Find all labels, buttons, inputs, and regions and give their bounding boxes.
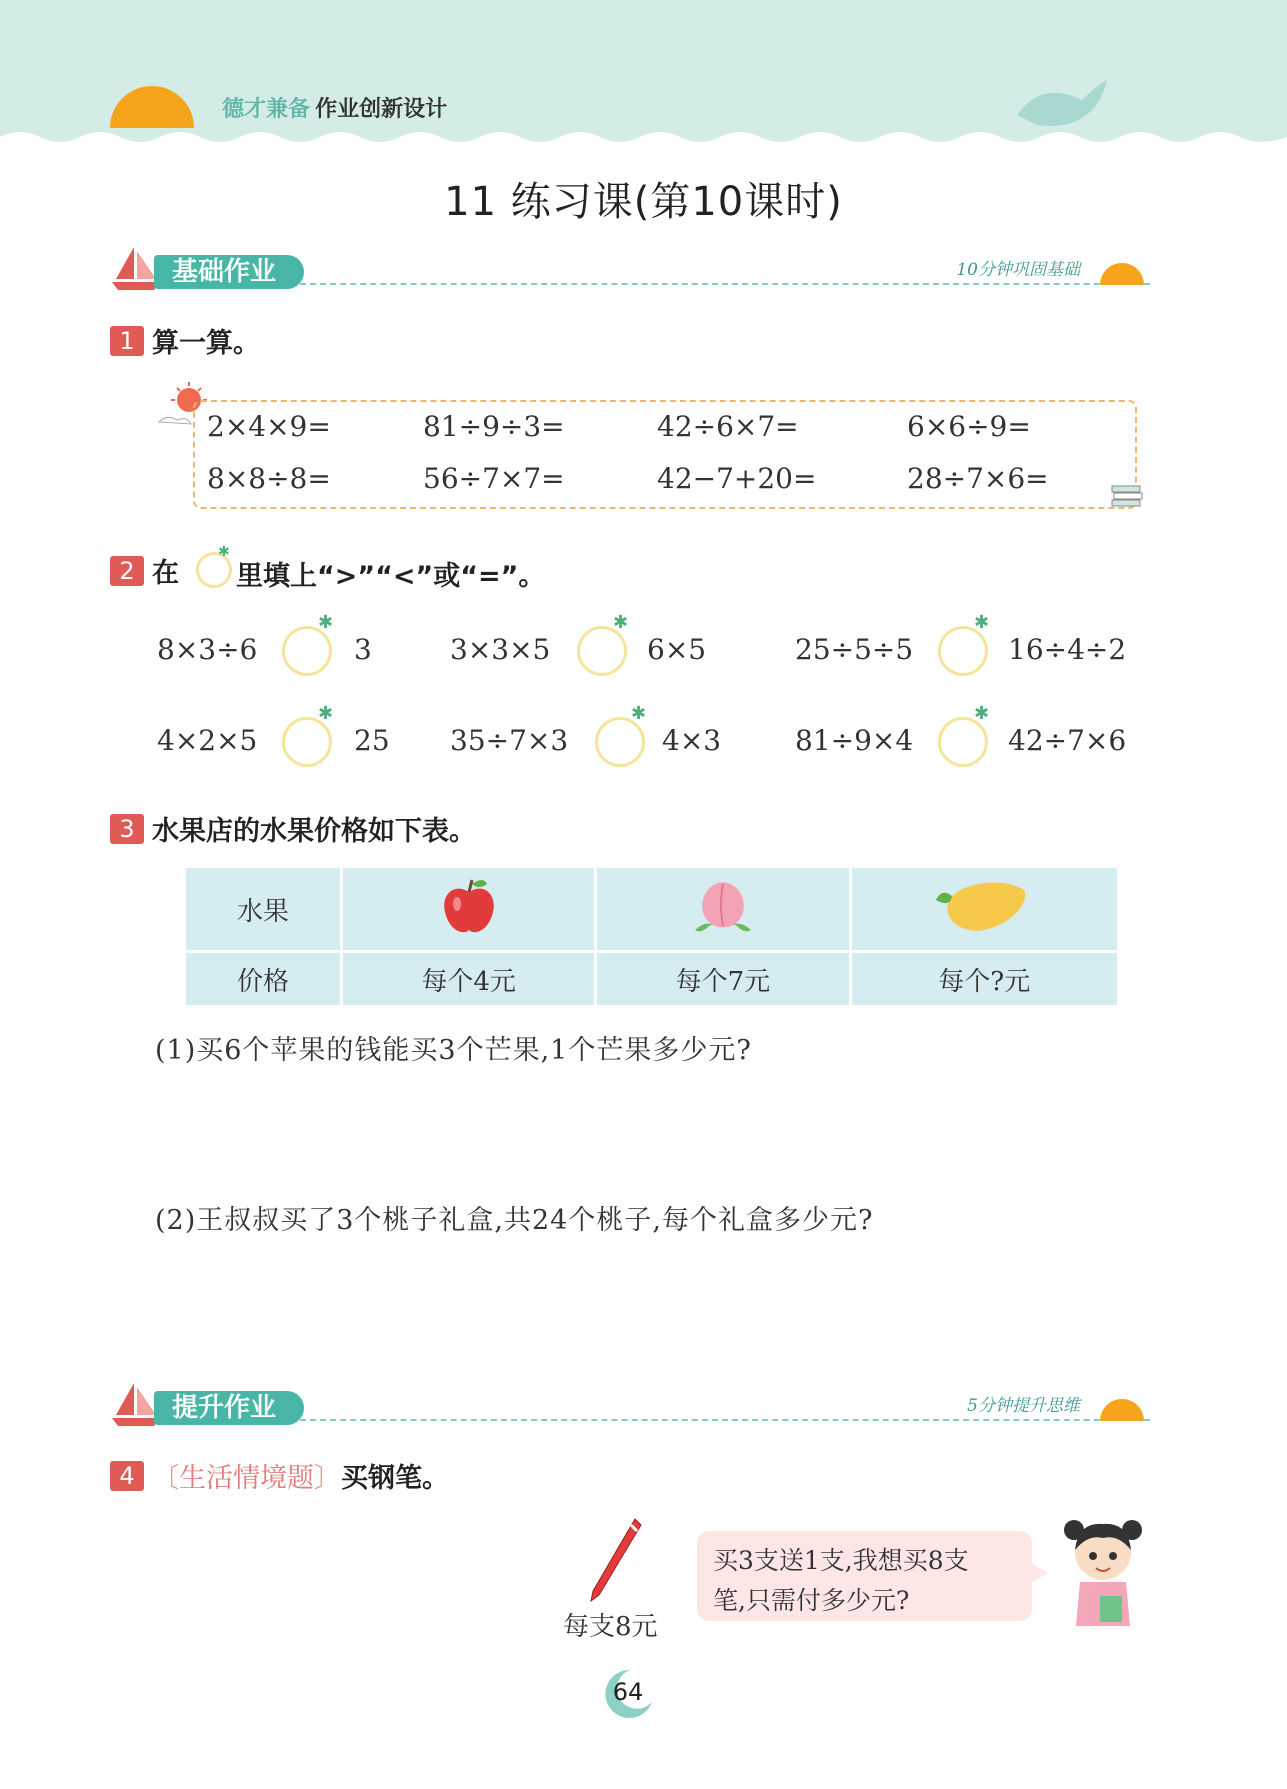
compare-circle[interactable]: [595, 717, 645, 767]
page-title: 11 练习课(第10课时): [444, 179, 843, 225]
compare-circle[interactable]: [938, 626, 988, 676]
table-header-cell: 价格: [186, 953, 340, 1005]
speech-line: 笔,只需付多少元?: [713, 1586, 910, 1615]
table-cell: 每个4元: [343, 953, 594, 1005]
section-divider: [300, 283, 1150, 285]
compare-left: 8×3÷6: [157, 633, 258, 666]
calc-item: 6×6÷9=: [907, 410, 1031, 443]
calc-item: 2×4×9=: [207, 410, 331, 443]
compare-left: 3×3×5: [450, 633, 551, 666]
peach-icon: [693, 874, 753, 938]
speech-line: 买3支送1支,我想买8支: [713, 1546, 969, 1575]
brand-plain: 作业创新设计: [315, 97, 448, 122]
compare-right: 42÷7×6: [1008, 724, 1127, 757]
calc-item: 81÷9÷3=: [423, 410, 565, 443]
compare-circle[interactable]: [282, 717, 332, 767]
fruit-price-table: [183, 865, 1120, 1008]
pen-icon: [585, 1515, 645, 1605]
question-number: 3: [110, 814, 144, 844]
brand-colored: 德才兼备: [222, 97, 311, 122]
sun-icon: [105, 70, 200, 130]
leaf-icon: ✱: [318, 612, 334, 633]
sub-question-1: (1)买6个苹果的钱能买3个芒果,1个芒果多少元?: [155, 1035, 752, 1066]
compare-left: 81÷9×4: [795, 724, 914, 757]
girl-avatar: [1058, 1510, 1148, 1630]
calc-box: [193, 400, 1137, 509]
compare-left: 25÷5÷5: [795, 633, 914, 666]
compare-left: 4×2×5: [157, 724, 258, 757]
sun-icon: [1094, 1395, 1150, 1425]
compare-right: 25: [354, 724, 390, 757]
calc-item: 42÷6×7=: [657, 410, 799, 443]
leaf-icon: ✱: [218, 544, 230, 560]
question-prompt: 算一算。: [152, 328, 260, 359]
section-basic-label: 基础作业: [154, 255, 304, 289]
whale-icon: [1012, 75, 1112, 130]
section-divider: [300, 1419, 1150, 1421]
calc-item: 8×8÷8=: [207, 462, 331, 495]
question-prompt: 买钢笔。: [341, 1463, 449, 1494]
leaf-icon: ✱: [974, 703, 990, 724]
section-basic-note: 10分钟巩固基础: [956, 260, 1080, 280]
compare-left: 35÷7×3: [450, 724, 569, 757]
question-4-header: [110, 1456, 449, 1495]
table-cell: 每个7元: [597, 953, 848, 1005]
books-icon: [1110, 482, 1144, 510]
question-tag: 〔生活情境题〕: [152, 1463, 341, 1494]
question-2-header: [110, 551, 179, 590]
question-prompt-start: 在: [152, 558, 179, 589]
sub-question-2: (2)王叔叔买了3个桃子礼盒,共24个桃子,每个礼盒多少元?: [155, 1205, 874, 1236]
leaf-icon: ✱: [631, 703, 647, 724]
leaf-icon: ✱: [613, 612, 629, 633]
table-cell: [343, 868, 594, 950]
table-cell: [597, 868, 848, 950]
calc-item: 56÷7×7=: [423, 462, 565, 495]
compare-circle[interactable]: [938, 717, 988, 767]
table-row: [186, 953, 1117, 1005]
compare-right: 3: [354, 633, 372, 666]
page-number: 64: [612, 1678, 644, 1706]
mango-icon: [934, 874, 1034, 938]
apple-icon: [439, 874, 499, 938]
calc-item: 42−7+20=: [657, 462, 817, 495]
pen-price: 每支8元: [563, 1612, 658, 1642]
question-prompt-end: 里填上“>”“<”或“=”。: [236, 561, 546, 592]
compare-circle[interactable]: [577, 626, 627, 676]
sailboat-icon: [112, 1381, 160, 1427]
question-number: 1: [110, 326, 144, 356]
table-cell: [852, 868, 1117, 950]
leaf-icon: ✱: [318, 703, 334, 724]
speech-bubble: [697, 1531, 1032, 1621]
section-advanced-label: 提升作业: [154, 1391, 304, 1425]
table-header-cell: 水果: [186, 868, 340, 950]
brand: [222, 92, 447, 123]
table-cell: 每个?元: [852, 953, 1117, 1005]
question-1-header: [110, 321, 260, 360]
calc-item: 28÷7×6=: [907, 462, 1049, 495]
question-number: 4: [110, 1461, 144, 1491]
compare-right: 16÷4÷2: [1008, 633, 1127, 666]
section-advanced-bar: [110, 1381, 1150, 1431]
sailboat-icon: [112, 245, 160, 291]
compare-right: 6×5: [647, 633, 707, 666]
question-number: 2: [110, 556, 144, 586]
section-basic-bar: [110, 245, 1150, 295]
compare-right: 4×3: [662, 724, 722, 757]
compare-circle[interactable]: [282, 626, 332, 676]
sun-icon: [1094, 259, 1150, 289]
table-row: [186, 868, 1117, 950]
section-advanced-note: 5分钟提升思维: [967, 1396, 1080, 1416]
question-3-header: [110, 809, 476, 848]
leaf-icon: ✱: [974, 612, 990, 633]
question-prompt: 水果店的水果价格如下表。: [152, 816, 476, 847]
